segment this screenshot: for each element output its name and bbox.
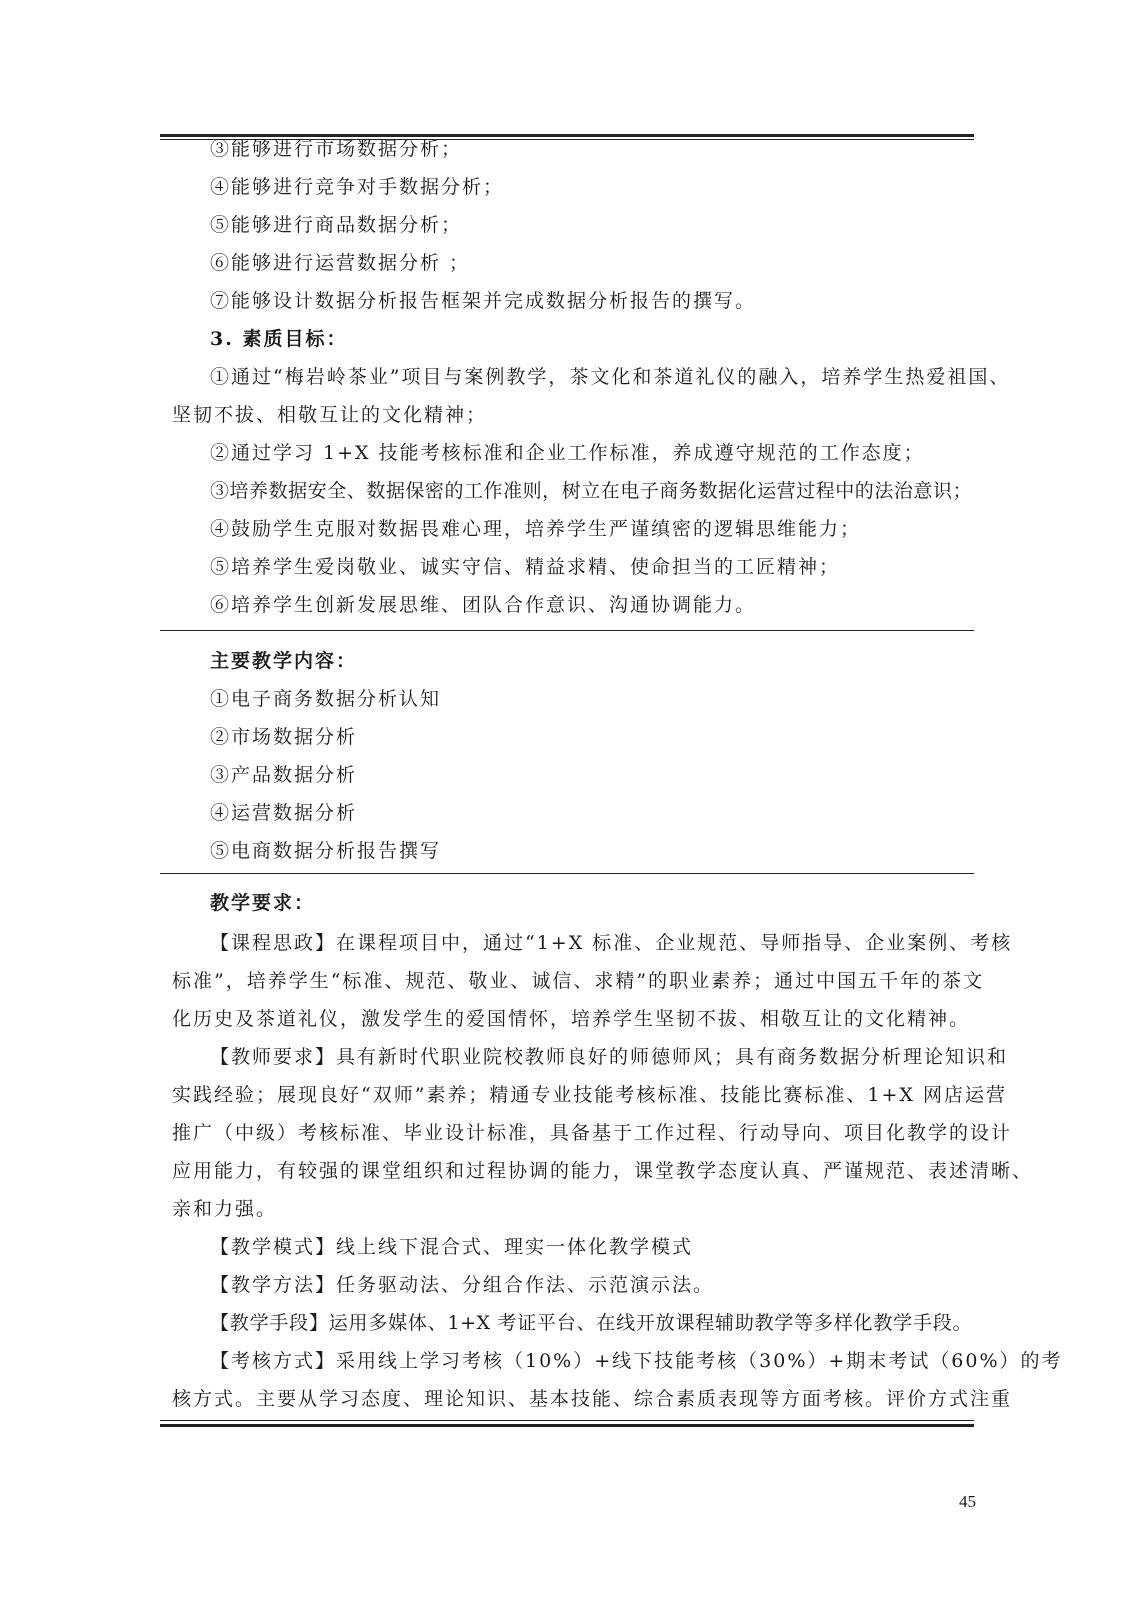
main-content-item: ⑤电商数据分析报告撰写 — [210, 840, 442, 862]
table-bottom-rule — [160, 1424, 974, 1427]
main-content-heading: 主要教学内容： — [210, 650, 358, 672]
main-content-item: ②市场数据分析 — [210, 726, 358, 748]
teacher-requirements-paragraph: 【教师要求】具有新时代职业院校教师良好的师德师风；具有商务数据分析理论知识和 — [210, 1046, 1009, 1068]
teaching-means: 【教学手段】运用多媒体、1+X 考证平台、在线开放课程辅助教学等多样化教学手段。 — [210, 1312, 972, 1334]
page-number: 45 — [959, 1492, 976, 1511]
ideology-paragraph: 标准”，培养学生“标准、规范、敬业、诚信、求精”的职业素养；通过中国五千年的茶文 — [172, 970, 985, 992]
quality-goal-item: ①通过“梅岩岭茶业”项目与案例教学，茶文化和茶道礼仪的融入，培养学生热爱祖国、 — [210, 366, 1011, 388]
requirements-heading: 教学要求： — [210, 892, 316, 914]
table-bottom-rule-inner — [160, 1420, 974, 1421]
main-content-item: ④运营数据分析 — [210, 802, 358, 824]
main-content-item: ①电子商务数据分析认知 — [210, 688, 442, 710]
quality-goals-heading: 3. 素质目标： — [210, 328, 348, 350]
teacher-requirements-paragraph: 推广（中级）考核标准、毕业设计标准，具备基于工作过程、行动导向、项目化教学的设计 — [172, 1122, 1013, 1144]
main-content-item: ③产品数据分析 — [210, 764, 358, 786]
assessment-paragraph: 核方式。主要从学习态度、理论知识、基本技能、综合素质表现等方面考核。评价方式注重 — [172, 1388, 1013, 1410]
goal-item: ⑤能够进行商品数据分析； — [210, 214, 463, 236]
goal-item: ③能够进行市场数据分析； — [210, 138, 463, 160]
quality-goal-item: ⑤培养学生爱岗敬业、诚实守信、精益求精、使命担当的工匠精神； — [210, 556, 841, 578]
section-divider — [160, 873, 974, 874]
ideology-paragraph: 化历史及茶道礼仪，激发学生的爱国情怀，培养学生坚韧不拔、相敬互让的文化精神。 — [172, 1008, 971, 1030]
teacher-requirements-paragraph: 亲和力强。 — [172, 1198, 278, 1220]
teacher-requirements-paragraph: 实践经验；展现良好“双师”素养；精通专业技能考核标准、技能比赛标准、1+X 网店运营 — [172, 1084, 1008, 1106]
quality-goal-item: ⑥培养学生创新发展思维、团队合作意识、沟通协调能力。 — [210, 594, 757, 616]
quality-goal-item: ②通过学习 1+X 技能考核标准和企业工作标准，养成遵守规范的工作态度； — [210, 442, 925, 464]
section-divider — [160, 630, 974, 631]
quality-goal-item-continuation: 坚韧不拔、相敬互让的文化精神； — [172, 404, 488, 426]
assessment-paragraph: 【考核方式】采用线上学习考核（10%）+线下技能考核（30%）+期末考试（60%）的考 — [210, 1350, 1063, 1372]
quality-goal-item: ③培养数据安全、数据保密的工作准则，树立在电子商务数据化运营过程中的法治意识； — [210, 480, 972, 502]
teaching-mode: 【教学模式】线上线下混合式、理实一体化教学模式 — [210, 1236, 694, 1258]
goal-item: ⑥能够进行运营数据分析 ； — [210, 252, 471, 274]
goal-item: ⑦能够设计数据分析报告框架并完成数据分析报告的撰写。 — [210, 290, 757, 312]
ideology-paragraph: 【课程思政】在课程项目中，通过“1+X 标准、企业规范、导师指导、企业案例、考核 — [210, 932, 1013, 954]
teaching-method: 【教学方法】任务驱动法、分组合作法、示范演示法。 — [210, 1274, 715, 1296]
goal-item: ④能够进行竞争对手数据分析； — [210, 176, 505, 198]
teacher-requirements-paragraph: 应用能力，有较强的课堂组织和过程协调的能力，课堂教学态度认真、严谨规范、表述清晰、 — [172, 1160, 1034, 1182]
quality-goal-item: ④鼓励学生克服对数据畏难心理，培养学生严谨缜密的逻辑思维能力； — [210, 518, 862, 540]
